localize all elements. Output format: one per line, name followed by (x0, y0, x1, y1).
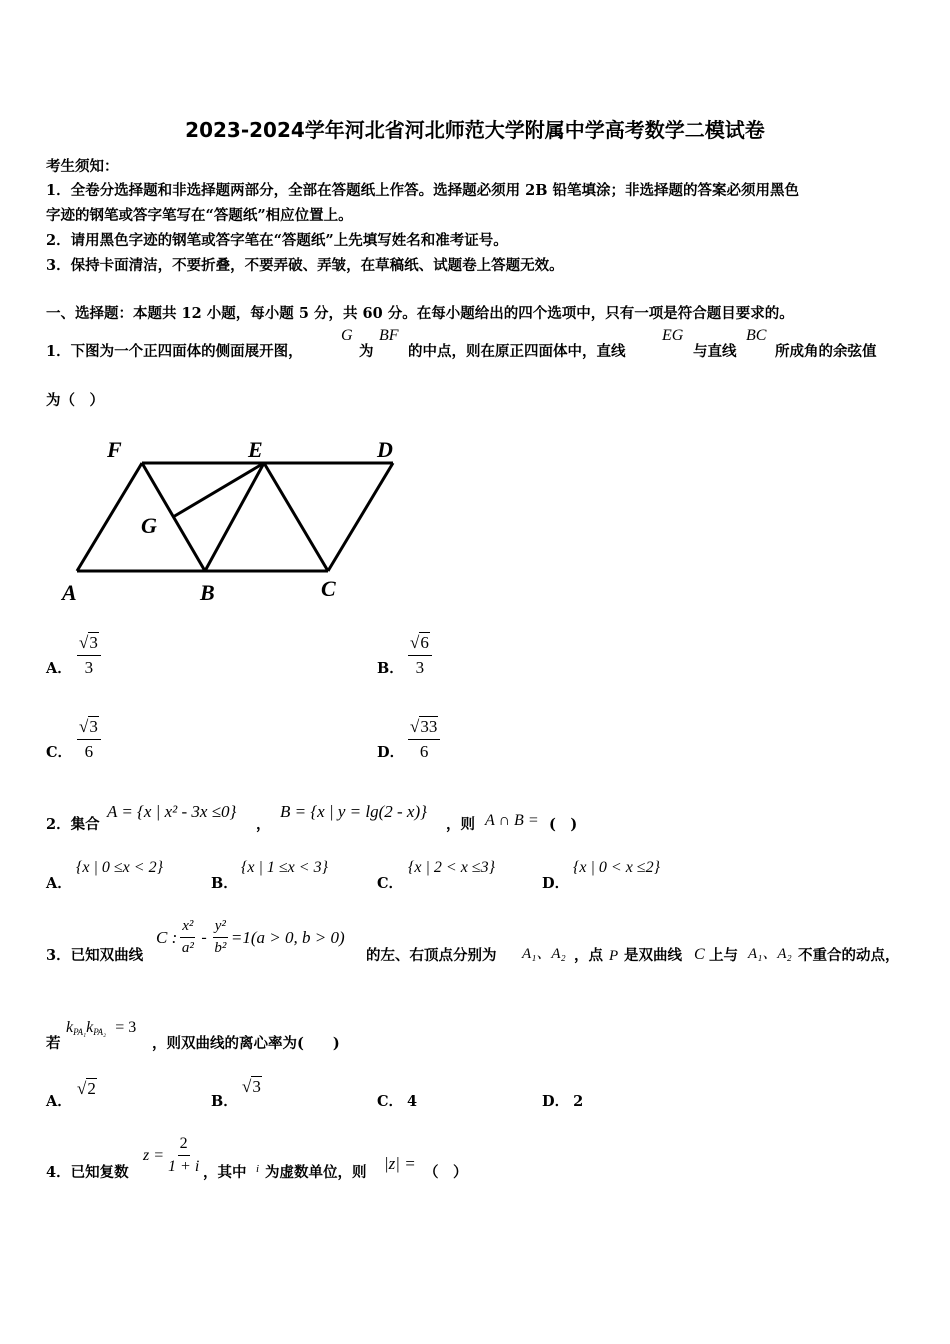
q2-text-part1: 2．集合 (46, 816, 100, 833)
q1-option-d[interactable]: D． (377, 744, 405, 761)
q1-text-part2: 为 (359, 343, 374, 360)
q3-text-part1: 3．已知双曲线 (46, 947, 144, 964)
q3-option-a[interactable]: A． (46, 1093, 72, 1110)
q2-option-c[interactable]: C． (377, 875, 404, 892)
q1-line-eg: EG (662, 327, 684, 344)
q3-text-part7: 若 (46, 1035, 61, 1052)
fig-segment-ec (264, 463, 328, 571)
q1-text-part3: 的中点，则在原正四面体中，直线 (408, 343, 626, 360)
q1-option-d-value: $\frac{√33}{6}$ (408, 717, 440, 762)
q4-imag-unit: i (256, 1163, 260, 1175)
q3-option-b[interactable]: B． (211, 1093, 238, 1110)
q3-slope-product: $k_{PA_1}k_{PA_2} = 3$ (66, 1019, 137, 1037)
q3-text-part5: 上与 (709, 947, 738, 964)
q4-text-part4: （ ） (424, 1164, 468, 1181)
q2-text-part2: ，则 (446, 816, 475, 833)
q1-text-part6: 为（ ） (46, 392, 104, 409)
notice-line-1b: 字迹的钢笔或答字笔写在“答题纸”相应位置上。 (46, 207, 353, 224)
q1-option-a[interactable]: A． (46, 660, 72, 677)
fig-label-a: A (62, 580, 77, 605)
q3-text-part4: 是双曲线 (624, 947, 682, 964)
fig-label-b: B (200, 580, 215, 605)
q3-option-a-value: √2 (77, 1079, 96, 1098)
q1-option-a-value: $\frac{√3}{3}$ (77, 633, 101, 678)
q4-text-part3: 为虚数单位，则 (265, 1164, 367, 1181)
q1-point-g: G (341, 327, 353, 344)
q2-option-d-value: {x | 0 < x ≤2} (573, 859, 660, 876)
q1-segment-bf: BF (379, 327, 399, 344)
q2-set-b: B = {x | y = lg(2 - x)} (280, 802, 427, 821)
q1-net-figure (55, 430, 415, 610)
notice-line-3: 3．保持卡面清洁，不要折叠，不要弄破、弄皱，在草稿纸、试题卷上答题无效。 (46, 257, 564, 274)
q1-text-part4: 与直线 (693, 343, 737, 360)
fig-label-f: F (107, 437, 122, 462)
q1-text-part1: 1．下图为一个正四面体的侧面展开图， (46, 343, 303, 360)
q2-set-a: A = {x | x² - 3x ≤0} (107, 802, 237, 821)
q2-intersection: A ∩ B = (485, 812, 539, 829)
notice-heading: 考生须知： (46, 158, 119, 175)
q3-vertices: A₁、A₂ (522, 946, 566, 962)
notice-line-2: 2．请用黑色字迹的钢笔或答字笔在“答题纸”上先填写姓名和准考证号。 (46, 232, 508, 249)
q1-option-c-value: $\frac{√3}{6}$ (77, 717, 101, 762)
q1-option-c[interactable]: C． (46, 744, 73, 761)
fig-label-g: G (141, 513, 157, 538)
q2-comma: ， (256, 816, 271, 833)
q3-vertices-2: A₁、A₂ (748, 946, 792, 962)
notice-line-1a: 1．全卷分选择题和非选择题两部分，全部在答题纸上作答。选择题必须用 2B 铅笔填涂；非选择题的答案必须用黑色 (46, 182, 800, 199)
q2-option-b-value: {x | 1 ≤x < 3} (241, 859, 328, 876)
q3-text-part2: 的左、右顶点分别为 (366, 947, 497, 964)
q3-option-c[interactable]: C． 4 (377, 1093, 418, 1110)
q3-text-part8: ，则双曲线的离心率为( ) (152, 1035, 340, 1052)
q3-option-d[interactable]: D． 2 (542, 1093, 584, 1110)
q2-option-d[interactable]: D． (542, 875, 570, 892)
q3-curve-c: C (694, 946, 705, 963)
section-heading: 一、选择题：本题共 12 小题，每小题 5 分，共 60 分。在每小题给出的四个选项中，只有一项是符合题目要求的。 (46, 305, 794, 322)
q4-text-part2: ，其中 (203, 1164, 247, 1181)
q2-text-part3: ( ) (549, 816, 578, 833)
fig-segment-fa (77, 463, 142, 571)
q4-complex-z: z = $\frac{2}{1 + i}$ (143, 1135, 200, 1175)
q1-option-b-value: $\frac{√6}{3}$ (408, 633, 432, 678)
fig-label-d: D (377, 437, 393, 462)
fig-label-e: E (248, 437, 263, 462)
fig-label-c: C (321, 576, 336, 601)
q2-option-b[interactable]: B． (211, 875, 238, 892)
q1-line-bc: BC (746, 327, 767, 344)
q3-point-p: P (609, 948, 619, 964)
page-title: 2023-2024学年河北省河北师范大学附属中学高考数学二模试卷 (185, 118, 765, 142)
q3-hyperbola-equation: C : $\frac{\text{x²}}{\text{a²}}$ - $\frac{\text{y²}}{\text{b²}}$ =1(a > 0, b > 0) (156, 918, 345, 956)
q4-text-part1: 4．已知复数 (46, 1164, 129, 1181)
q2-option-a[interactable]: A． (46, 875, 72, 892)
q4-abs-z: |z| = (384, 1154, 416, 1173)
q1-text-part5: 所成角的余弦值 (775, 343, 877, 360)
q2-option-c-value: {x | 2 < x ≤3} (408, 859, 495, 876)
fig-segment-dc (328, 463, 393, 571)
q1-option-b[interactable]: B． (377, 660, 404, 677)
q3-option-b-value: √3 (242, 1077, 261, 1096)
q3-text-part3: ，点 (574, 947, 603, 964)
q3-text-part6: 不重合的动点， (798, 947, 900, 964)
q2-option-a-value: {x | 0 ≤x < 2} (76, 859, 163, 876)
